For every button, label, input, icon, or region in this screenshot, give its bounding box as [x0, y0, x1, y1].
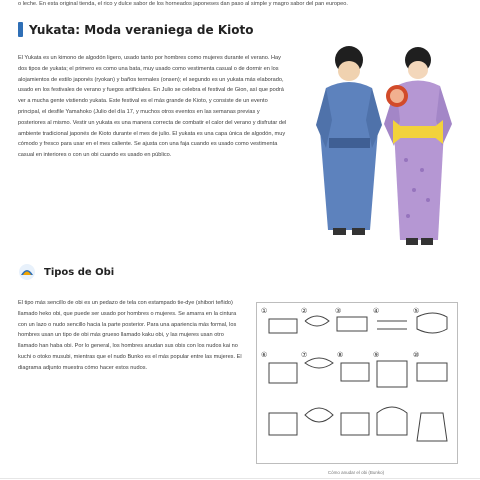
diagram-step-label: ⑧ [337, 351, 344, 359]
obi-paragraph: El tipo más sencillo de obi es un pedazo de tela con estampado tie-dye (shibori teñido) llamado heko obi, que puede ser usado por hombres o mujeres. Se amarra en la cintura con un lazo o nudo sencillo hacia la parte posterior. Para una apariencia más formal, los hombres usan un tipo de obi más grueso llamado kaku obi, y las mujeres usan otro llamado han haba obi. Por lo general, los hombres anudan sus obis con los nudos kai no kuchi o otoko musubi, mientras que el nudo Bunko es el más popular entre las mujeres. El diagrama adjunto muestra cómo hacer estos nudos. [18, 300, 242, 371]
diagram-step-label: ⑦ [301, 351, 308, 359]
diagram-step-label: ⑨ [373, 351, 380, 359]
section-heading-yukata [18, 22, 253, 37]
yukata-paragraph: El Yukata es un kimono de algodón ligero, usado tanto por hombres como mujeres durante el verano. Hay dos tipos de yukata; el primero es como una bata, muy usado como vestimenta casual o de dormir en los alojamientos de estilo japonés (ryokan) y baños termales (onsen); el segundo es un yukata más elaborado, usado en los festivales de verano y fuegos artificiales. En Julio se celebra el festival de Gion, así que podrá ver a mucha gente vistiendo yukata. Este festival es el más grande de Kioto, y consiste de un evento principal, el desfile Yamahoko (Julio del día 17, y muchos otros eventos en las semanas previas y posteriores al mismo. Vestir un yukata es una manera correcta de combatir el calor del verano y disfrutar del ambiente tradicional japonés de Kioto durante el mes de julio. El yukata es una capa única de algodón, muy cómodo y fresco para usar en el mes caliente. Se ajusta con una faja cuando es usado como vestimenta casual en interiores o con un obi cuando es usado en público. [18, 55, 287, 159]
yukata-couple-illustration [296, 40, 468, 255]
section-heading-obi [18, 263, 114, 281]
diagram-step-label: ③ [335, 307, 342, 315]
diagram-step-label: ⑤ [413, 307, 420, 315]
diagram-step-label: ⑩ [413, 351, 420, 359]
diagram-caption: Cómo anudar el obi (Bunko) [327, 470, 385, 475]
diagram-step-label: ① [261, 307, 268, 315]
diagram-step-label: ⑥ [261, 351, 268, 359]
obi-section-icon [18, 263, 36, 281]
man-figure [316, 46, 382, 235]
section-title-yukata: Yukata: Moda veraniega de Kioto [29, 22, 254, 37]
woman-figure [384, 47, 452, 245]
obi-knot-diagram-svg [257, 303, 457, 463]
lead-text: o leche. En esta original tienda, el rico y dulce sabor de los horneados japoneses dan paso al simple y magro sabor del pan europeo. [18, 1, 348, 7]
bottom-rule [0, 478, 480, 479]
heading-accent-bar [18, 22, 23, 37]
section-title-obi: Tipos de Obi [44, 266, 115, 278]
obi-knot-diagram [256, 302, 458, 464]
diagram-step-label: ② [301, 307, 308, 315]
diagram-step-label: ④ [373, 307, 380, 315]
